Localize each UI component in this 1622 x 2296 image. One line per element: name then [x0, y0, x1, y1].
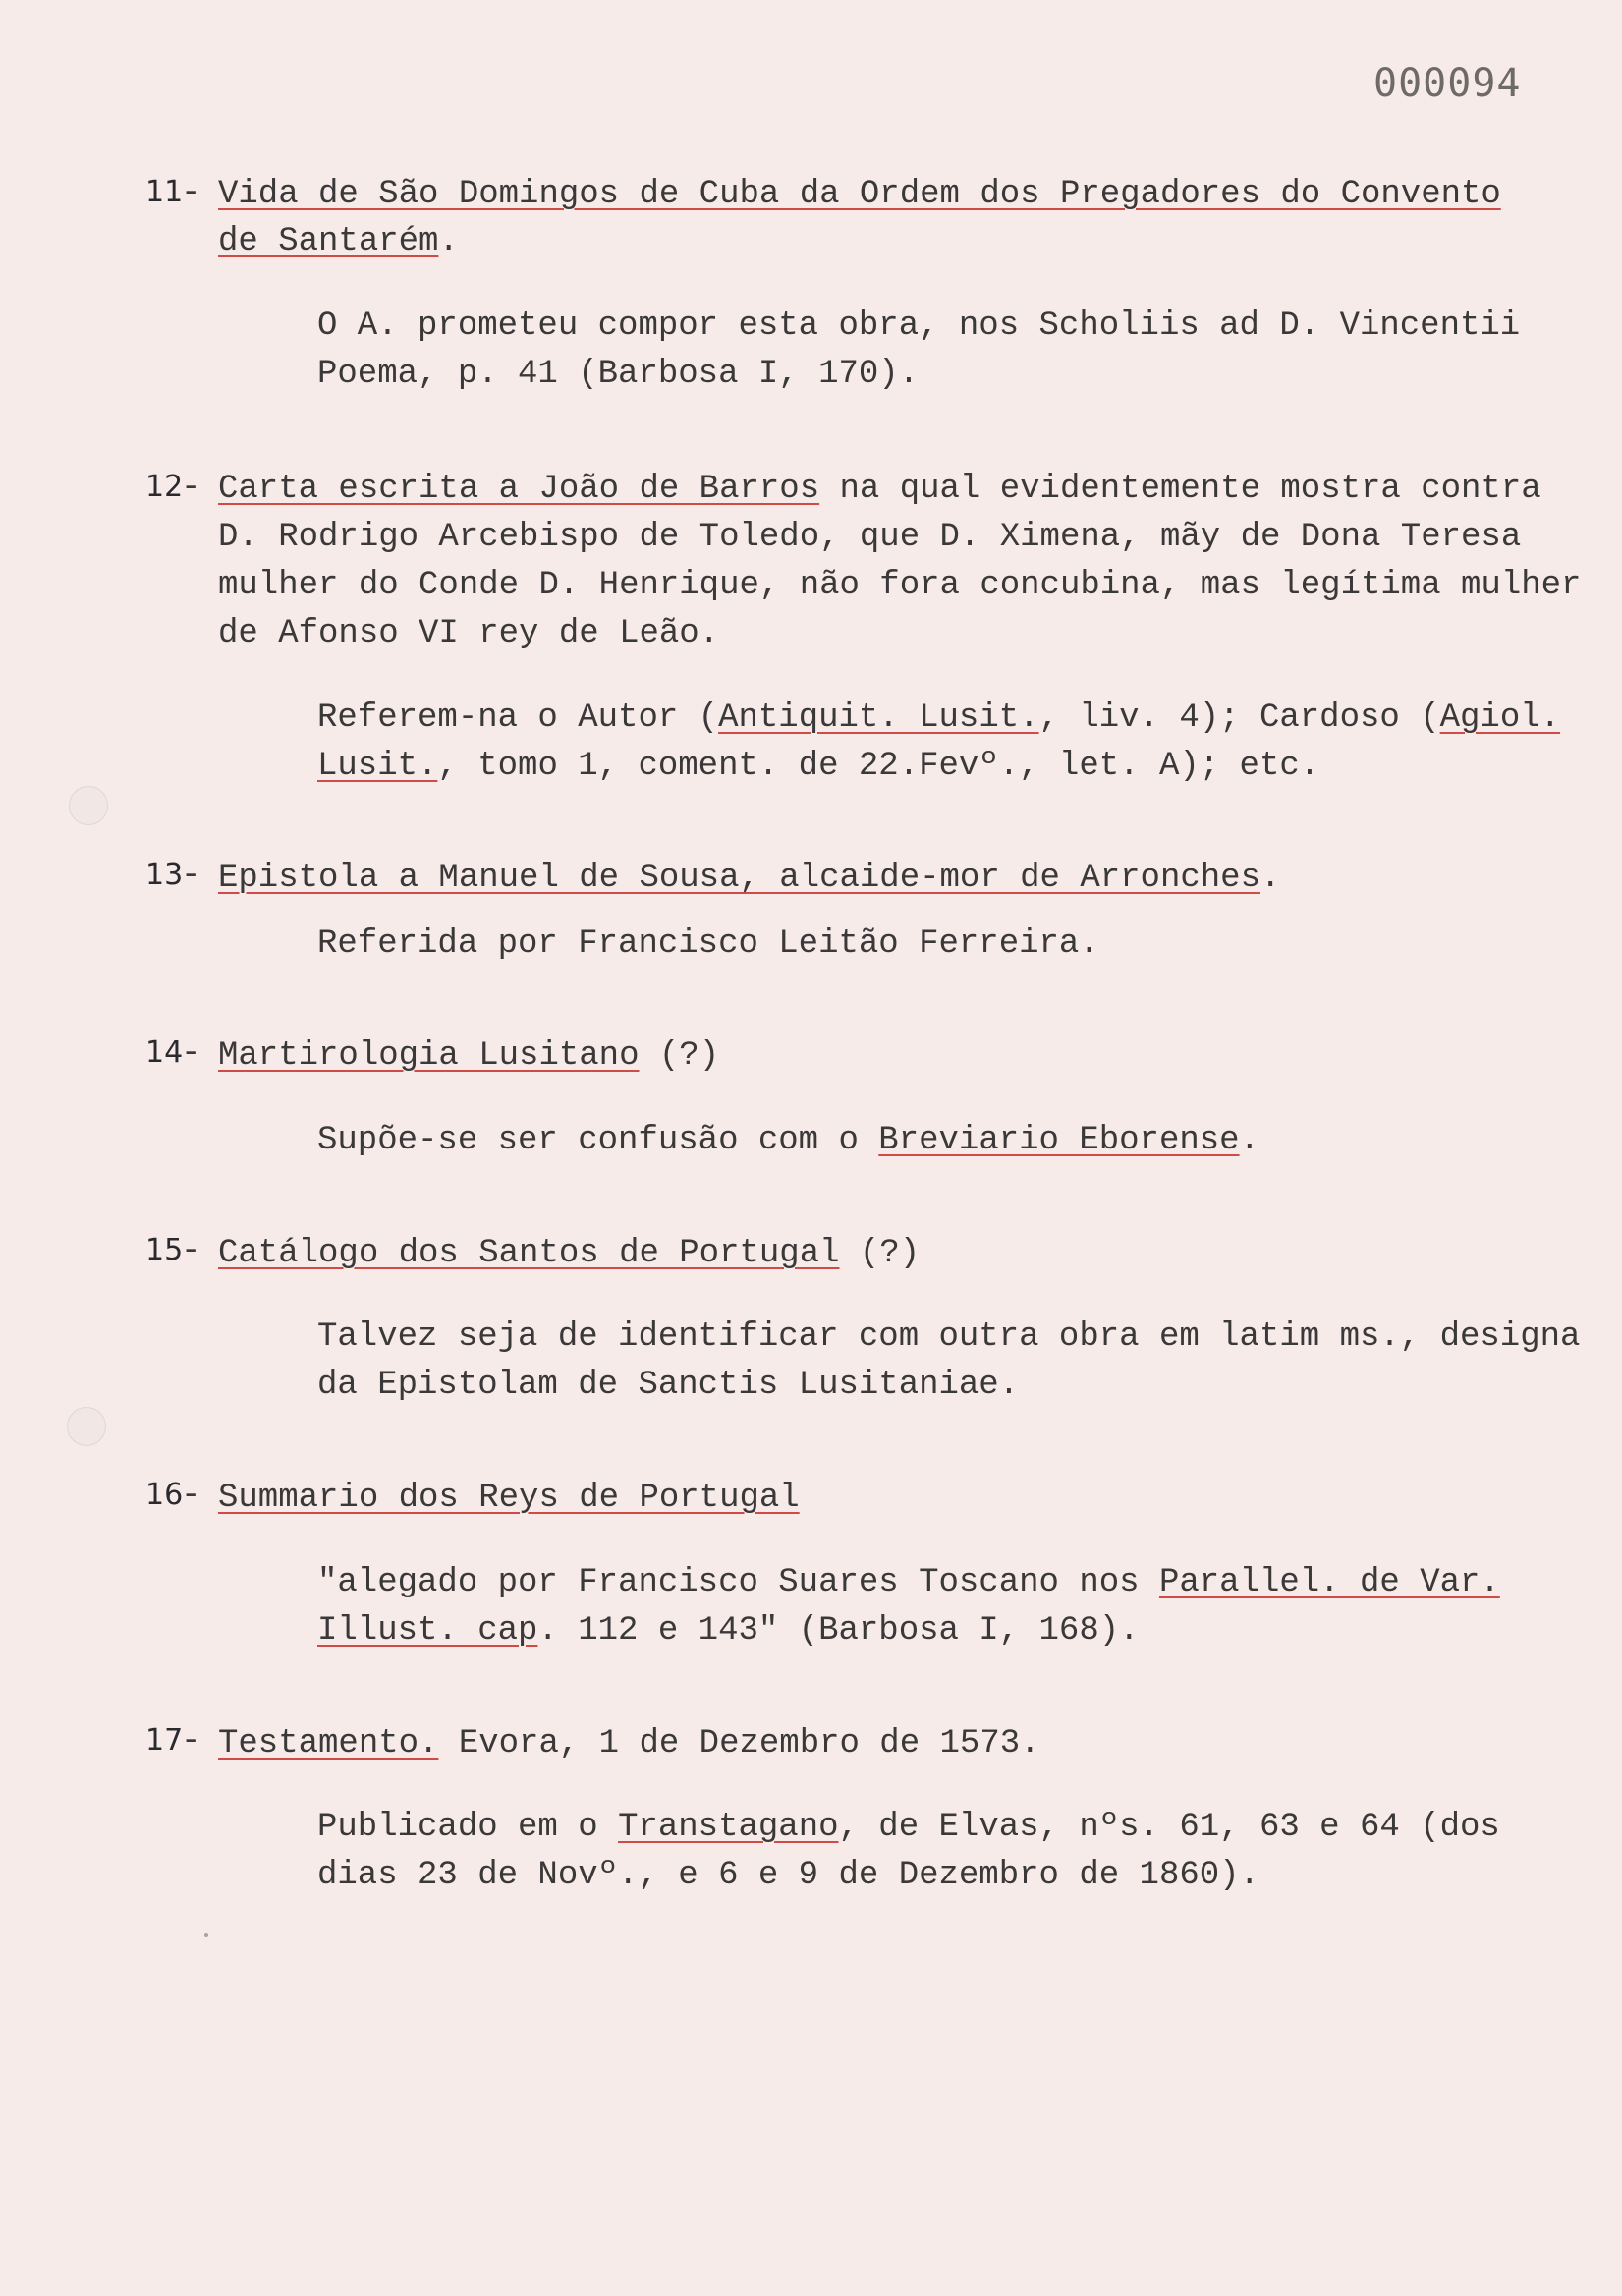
entry-note-line: Lusit., tomo 1, coment. de 22.Fevº., let. A); etc.: [317, 748, 1320, 785]
underlined-title: de Santarém: [218, 223, 439, 260]
entry-title-line: Catálogo dos Santos de Portugal (?): [218, 1235, 921, 1272]
entry-note-line: Poema, p. 41 (Barbosa I, 170).: [317, 356, 920, 393]
entry-title-line: Carta escrita a João de Barros na qual evidentemente mostra contra: [218, 471, 1541, 508]
entry-note-line: dias 23 de Novº., e 6 e 9 de Dezembro de 1860).: [317, 1857, 1259, 1894]
entry-note-line: Publicado em o Transtagano, de Elvas, nºs. 61, 63 e 64 (dos: [317, 1809, 1500, 1846]
entry-title-line: [218, 1475, 800, 1523]
entry-text-line: mulher do Conde D. Henrique, não fora concubina, mas legítima mulher: [218, 567, 1582, 604]
underlined-title: Epistola a Manuel de Sousa, alcaide-mor de Arronches: [218, 860, 1260, 897]
underlined-title: Catálogo dos Santos de Portugal: [218, 1235, 840, 1272]
page-stamp-number: 000094: [1373, 61, 1522, 106]
entry-title-line: Testamento. Evora, 1 de Dezembro de 1573.: [218, 1725, 1040, 1763]
entry-note-line: "alegado por Francisco Suares Toscano nos Parallel. de Var.: [317, 1564, 1500, 1601]
underlined-reference: Lusit.: [317, 748, 438, 785]
entry-number: 14 -: [145, 1036, 214, 1070]
underlined-title: Testamento.: [218, 1725, 439, 1763]
entry-number: 17 -: [145, 1723, 214, 1758]
underlined-title: Vida de São Domingos de Cuba da Ordem dos Pregadores do Convento: [218, 176, 1501, 213]
underlined-title: Martirologia Lusitano: [218, 1037, 640, 1075]
entry-number: 15 -: [145, 1233, 214, 1267]
entry-note-line: Referida por Francisco Leitão Ferreira.: [317, 925, 1099, 963]
underlined-reference: Agiol.: [1439, 700, 1561, 737]
paper-speck: [204, 1933, 208, 1937]
punch-hole: [69, 786, 108, 825]
entry-text-line: de Afonso VI rey de Leão.: [218, 615, 720, 652]
entry-note-line: da Epistolam de Sanctis Lusitaniae.: [317, 1367, 1020, 1404]
entry-title-line: de Santarém.: [218, 223, 459, 260]
punch-hole: [67, 1407, 106, 1446]
underlined-reference: Transtagano: [618, 1809, 839, 1846]
entry-note-line: O A. prometeu compor esta obra, nos Scholiis ad D. Vincentii: [317, 308, 1521, 345]
entry-text-line: D. Rodrigo Arcebispo de Toledo, que D. Ximena, mãy de Dona Teresa: [218, 519, 1522, 556]
entry-title-line: [218, 171, 1501, 219]
entry-note-line: Referem-na o Autor (Antiquit. Lusit., liv. 4); Cardoso (Agiol.: [317, 700, 1561, 737]
underlined-reference: Breviario Eborense: [878, 1122, 1240, 1159]
entry-number: 12 -: [145, 470, 214, 504]
entry-title-line: Martirologia Lusitano (?): [218, 1037, 720, 1075]
entry-number: 16 -: [145, 1478, 214, 1512]
underlined-title: Summario dos Reys de Portugal: [218, 1480, 800, 1517]
underlined-title: Carta escrita a João de Barros: [218, 471, 820, 508]
underlined-reference: Parallel. de Var.: [1158, 1564, 1500, 1601]
underlined-reference: Illust. cap: [317, 1612, 538, 1650]
entry-number: 11 -: [145, 175, 214, 209]
entry-title-line: Epistola a Manuel de Sousa, alcaide-mor de Arronches.: [218, 860, 1281, 897]
entry-note-line: Illust. cap. 112 e 143" (Barbosa I, 168).: [317, 1612, 1140, 1650]
entry-note-line: Supõe-se ser confusão com o Breviario Eborense.: [317, 1122, 1259, 1159]
entry-number: 13 -: [145, 858, 214, 892]
entry-note-line: Talvez seja de identificar com outra obra em latim ms., designa: [317, 1318, 1581, 1356]
underlined-reference: Antiquit. Lusit.: [718, 700, 1039, 737]
